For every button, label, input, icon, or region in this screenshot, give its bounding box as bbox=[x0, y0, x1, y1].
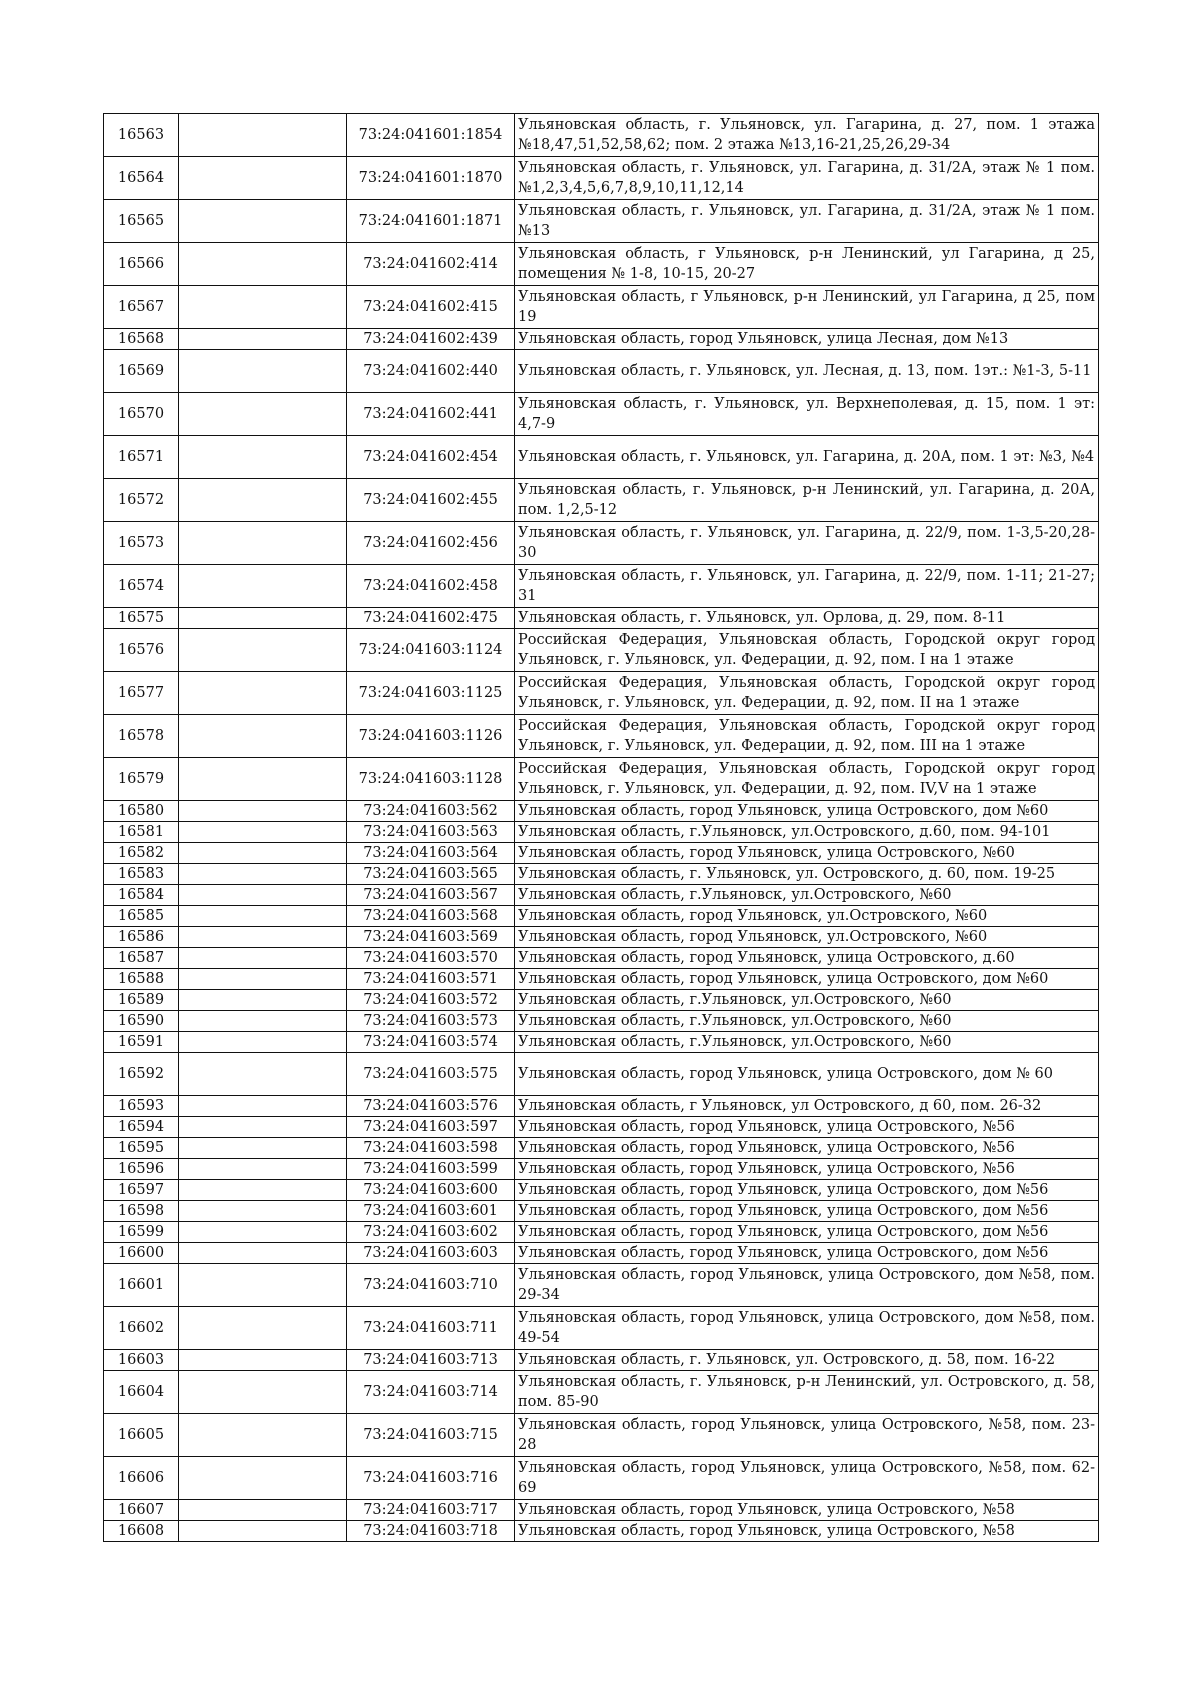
table-row bbox=[104, 1222, 1099, 1243]
cadastral-number-cell: 73:24:041603:718 bbox=[347, 1521, 515, 1542]
table-row bbox=[104, 822, 1099, 843]
empty-cell bbox=[179, 565, 347, 608]
empty-cell bbox=[179, 864, 347, 885]
empty-cell bbox=[179, 157, 347, 200]
row-number-cell: 16566 bbox=[104, 243, 179, 286]
table-row bbox=[104, 1457, 1099, 1500]
empty-cell bbox=[179, 843, 347, 864]
cadastral-number-cell: 73:24:041603:574 bbox=[347, 1032, 515, 1053]
empty-cell bbox=[179, 969, 347, 990]
cadastral-number-cell: 73:24:041603:1124 bbox=[347, 629, 515, 672]
cadastral-number-cell: 73:24:041603:714 bbox=[347, 1371, 515, 1414]
table-row bbox=[104, 479, 1099, 522]
row-number-cell: 16578 bbox=[104, 715, 179, 758]
row-number-cell: 16589 bbox=[104, 990, 179, 1011]
row-number-cell: 16587 bbox=[104, 948, 179, 969]
table-row bbox=[104, 969, 1099, 990]
empty-cell bbox=[179, 1264, 347, 1307]
table-row bbox=[104, 350, 1099, 393]
table-row bbox=[104, 990, 1099, 1011]
empty-cell bbox=[179, 1414, 347, 1457]
address-cell: Ульяновская область, город Ульяновск, улица Островского, дом №56 bbox=[515, 1243, 1099, 1264]
cadastral-number-cell: 73:24:041603:576 bbox=[347, 1096, 515, 1117]
row-number-cell: 16586 bbox=[104, 927, 179, 948]
empty-cell bbox=[179, 1117, 347, 1138]
address-cell: Ульяновская область, г Ульяновск, ул Островского, д 60, пом. 26-32 bbox=[515, 1096, 1099, 1117]
cadastral-number-cell: 73:24:041603:565 bbox=[347, 864, 515, 885]
address-cell: Ульяновская область, г. Ульяновск, ул. Островского, д. 58, пом. 16-22 bbox=[515, 1350, 1099, 1371]
address-cell: Ульяновская область, г. Ульяновск, ул. Гагарина, д. 27, пом. 1 этажа №18,47,51,52,58,62; пом. 2 этажа №13,16-21,25,26,29-34 bbox=[515, 114, 1099, 157]
cadastral-number-cell: 73:24:041603:564 bbox=[347, 843, 515, 864]
address-cell: Ульяновская область, город Ульяновск, улица Островского, дом №58, пом. 49-54 bbox=[515, 1307, 1099, 1350]
address-cell: Ульяновская область, г.Ульяновск, ул.Островского, д.60, пом. 94-101 bbox=[515, 822, 1099, 843]
cadastral-number-cell: 73:24:041602:414 bbox=[347, 243, 515, 286]
cadastral-number-cell: 73:24:041603:573 bbox=[347, 1011, 515, 1032]
address-cell: Ульяновская область, г Ульяновск, р-н Ленинский, ул Гагарина, д 25, пом 19 bbox=[515, 286, 1099, 329]
registry-table-body bbox=[104, 114, 1099, 1542]
cadastral-number-cell: 73:24:041603:600 bbox=[347, 1180, 515, 1201]
table-row bbox=[104, 522, 1099, 565]
table-row bbox=[104, 1180, 1099, 1201]
row-number-cell: 16599 bbox=[104, 1222, 179, 1243]
row-number-cell: 16608 bbox=[104, 1521, 179, 1542]
cadastral-number-cell: 73:24:041603:1126 bbox=[347, 715, 515, 758]
row-number-cell: 16563 bbox=[104, 114, 179, 157]
cadastral-number-cell: 73:24:041603:716 bbox=[347, 1457, 515, 1500]
address-cell: Ульяновская область, г.Ульяновск, ул.Островского, №60 bbox=[515, 990, 1099, 1011]
address-cell: Ульяновская область, город Ульяновск, улица Островского, дом №58, пом. 29-34 bbox=[515, 1264, 1099, 1307]
table-row bbox=[104, 801, 1099, 822]
cadastral-number-cell: 73:24:041601:1870 bbox=[347, 157, 515, 200]
empty-cell bbox=[179, 1350, 347, 1371]
table-row bbox=[104, 1053, 1099, 1096]
empty-cell bbox=[179, 1096, 347, 1117]
row-number-cell: 16596 bbox=[104, 1159, 179, 1180]
row-number-cell: 16585 bbox=[104, 906, 179, 927]
row-number-cell: 16576 bbox=[104, 629, 179, 672]
table-row bbox=[104, 758, 1099, 801]
cadastral-number-cell: 73:24:041603:563 bbox=[347, 822, 515, 843]
table-row bbox=[104, 1011, 1099, 1032]
address-cell: Ульяновская область, город Ульяновск, улица Лесная, дом №13 bbox=[515, 329, 1099, 350]
table-row bbox=[104, 629, 1099, 672]
empty-cell bbox=[179, 1053, 347, 1096]
table-row bbox=[104, 1264, 1099, 1307]
address-cell: Ульяновская область, город Ульяновск, улица Островского, дом №56 bbox=[515, 1201, 1099, 1222]
empty-cell bbox=[179, 393, 347, 436]
table-row bbox=[104, 927, 1099, 948]
empty-cell bbox=[179, 885, 347, 906]
empty-cell bbox=[179, 1243, 347, 1264]
address-cell: Ульяновская область, город Ульяновск, улица Островского, №58, пом. 62-69 bbox=[515, 1457, 1099, 1500]
table-row bbox=[104, 906, 1099, 927]
cadastral-number-cell: 73:24:041602:455 bbox=[347, 479, 515, 522]
row-number-cell: 16574 bbox=[104, 565, 179, 608]
empty-cell bbox=[179, 1500, 347, 1521]
cadastral-number-cell: 73:24:041603:717 bbox=[347, 1500, 515, 1521]
row-number-cell: 16605 bbox=[104, 1414, 179, 1457]
row-number-cell: 16600 bbox=[104, 1243, 179, 1264]
row-number-cell: 16575 bbox=[104, 608, 179, 629]
address-cell: Ульяновская область, г. Ульяновск, ул. Верхнеполевая, д. 15, пом. 1 эт: 4,7-9 bbox=[515, 393, 1099, 436]
table-row bbox=[104, 114, 1099, 157]
address-cell: Ульяновская область, г. Ульяновск, ул. Гагарина, д. 20А, пом. 1 эт: №3, №4 bbox=[515, 436, 1099, 479]
empty-cell bbox=[179, 1138, 347, 1159]
row-number-cell: 16570 bbox=[104, 393, 179, 436]
address-cell: Ульяновская область, город Ульяновск, улица Островского, №56 bbox=[515, 1159, 1099, 1180]
empty-cell bbox=[179, 608, 347, 629]
cadastral-number-cell: 73:24:041603:1128 bbox=[347, 758, 515, 801]
cadastral-number-cell: 73:24:041602:439 bbox=[347, 329, 515, 350]
empty-cell bbox=[179, 286, 347, 329]
table-row bbox=[104, 1117, 1099, 1138]
address-cell: Ульяновская область, г. Ульяновск, р-н Ленинский, ул. Островского, д. 58, пом. 85-90 bbox=[515, 1371, 1099, 1414]
empty-cell bbox=[179, 906, 347, 927]
row-number-cell: 16606 bbox=[104, 1457, 179, 1500]
empty-cell bbox=[179, 350, 347, 393]
address-cell: Ульяновская область, г Ульяновск, р-н Ленинский, ул Гагарина, д 25, помещения № 1-8, 10-15, 20-27 bbox=[515, 243, 1099, 286]
cadastral-number-cell: 73:24:041603:715 bbox=[347, 1414, 515, 1457]
address-cell: Ульяновская область, город Ульяновск, улица Островского, №56 bbox=[515, 1117, 1099, 1138]
table-row bbox=[104, 1096, 1099, 1117]
row-number-cell: 16577 bbox=[104, 672, 179, 715]
address-cell: Ульяновская область, г. Ульяновск, ул. Гагарина, д. 31/2А, этаж № 1 пом. №1,2,3,4,5,6,7,8,9,10,11,12,14 bbox=[515, 157, 1099, 200]
cadastral-number-cell: 73:24:041603:1125 bbox=[347, 672, 515, 715]
address-cell: Ульяновская область, город Ульяновск, улица Островского, дом №56 bbox=[515, 1222, 1099, 1243]
empty-cell bbox=[179, 990, 347, 1011]
empty-cell bbox=[179, 1521, 347, 1542]
table-row bbox=[104, 1500, 1099, 1521]
row-number-cell: 16569 bbox=[104, 350, 179, 393]
cadastral-number-cell: 73:24:041601:1854 bbox=[347, 114, 515, 157]
cadastral-number-cell: 73:24:041603:572 bbox=[347, 990, 515, 1011]
table-row bbox=[104, 393, 1099, 436]
cadastral-number-cell: 73:24:041603:567 bbox=[347, 885, 515, 906]
row-number-cell: 16593 bbox=[104, 1096, 179, 1117]
address-cell: Ульяновская область, город Ульяновск, ул.Островского, №60 bbox=[515, 927, 1099, 948]
cadastral-number-cell: 73:24:041603:597 bbox=[347, 1117, 515, 1138]
empty-cell bbox=[179, 114, 347, 157]
cadastral-number-cell: 73:24:041603:598 bbox=[347, 1138, 515, 1159]
address-cell: Российская Федерация, Ульяновская область, Городской округ город Ульяновск, г. Ульяновск, ул. Федерации, д. 92, пом. II на 1 этаже bbox=[515, 672, 1099, 715]
table-row bbox=[104, 1159, 1099, 1180]
empty-cell bbox=[179, 436, 347, 479]
row-number-cell: 16598 bbox=[104, 1201, 179, 1222]
empty-cell bbox=[179, 243, 347, 286]
row-number-cell: 16583 bbox=[104, 864, 179, 885]
table-row bbox=[104, 885, 1099, 906]
empty-cell bbox=[179, 822, 347, 843]
address-cell: Российская Федерация, Ульяновская область, Городской округ город Ульяновск, г. Ульяновск, ул. Федерации, д. 92, пом. I на 1 этаже bbox=[515, 629, 1099, 672]
address-cell: Ульяновская область, город Ульяновск, улица Островского, №58 bbox=[515, 1500, 1099, 1521]
row-number-cell: 16582 bbox=[104, 843, 179, 864]
address-cell: Ульяновская область, город Ульяновск, улица Островского, №56 bbox=[515, 1138, 1099, 1159]
cadastral-number-cell: 73:24:041603:713 bbox=[347, 1350, 515, 1371]
row-number-cell: 16602 bbox=[104, 1307, 179, 1350]
row-number-cell: 16565 bbox=[104, 200, 179, 243]
address-cell: Ульяновская область, г. Ульяновск, ул. Гагарина, д. 22/9, пом. 1-3,5-20,28-30 bbox=[515, 522, 1099, 565]
cadastral-number-cell: 73:24:041603:570 bbox=[347, 948, 515, 969]
cadastral-number-cell: 73:24:041602:440 bbox=[347, 350, 515, 393]
table-row bbox=[104, 715, 1099, 758]
empty-cell bbox=[179, 1032, 347, 1053]
empty-cell bbox=[179, 329, 347, 350]
table-row bbox=[104, 1243, 1099, 1264]
empty-cell bbox=[179, 1371, 347, 1414]
cadastral-number-cell: 73:24:041603:602 bbox=[347, 1222, 515, 1243]
empty-cell bbox=[179, 1011, 347, 1032]
empty-cell bbox=[179, 1180, 347, 1201]
address-cell: Ульяновская область, г.Ульяновск, ул.Островского, №60 bbox=[515, 885, 1099, 906]
cadastral-number-cell: 73:24:041602:441 bbox=[347, 393, 515, 436]
address-cell: Ульяновская область, город Ульяновск, улица Островского, дом №60 bbox=[515, 801, 1099, 822]
table-row bbox=[104, 286, 1099, 329]
row-number-cell: 16581 bbox=[104, 822, 179, 843]
empty-cell bbox=[179, 1307, 347, 1350]
table-row bbox=[104, 1350, 1099, 1371]
registry-table bbox=[103, 113, 1099, 1542]
empty-cell bbox=[179, 522, 347, 565]
cadastral-number-cell: 73:24:041602:454 bbox=[347, 436, 515, 479]
table-row bbox=[104, 329, 1099, 350]
empty-cell bbox=[179, 479, 347, 522]
table-row bbox=[104, 1521, 1099, 1542]
empty-cell bbox=[179, 758, 347, 801]
table-row bbox=[104, 1201, 1099, 1222]
table-row bbox=[104, 948, 1099, 969]
address-cell: Ульяновская область, город Ульяновск, улица Островского, дом № 60 bbox=[515, 1053, 1099, 1096]
cadastral-number-cell: 73:24:041602:458 bbox=[347, 565, 515, 608]
address-cell: Ульяновская область, г. Ульяновск, ул. Островского, д. 60, пом. 19-25 bbox=[515, 864, 1099, 885]
address-cell: Ульяновская область, г.Ульяновск, ул.Островского, №60 bbox=[515, 1032, 1099, 1053]
address-cell: Ульяновская область, г.Ульяновск, ул.Островского, №60 bbox=[515, 1011, 1099, 1032]
cadastral-number-cell: 73:24:041603:575 bbox=[347, 1053, 515, 1096]
row-number-cell: 16603 bbox=[104, 1350, 179, 1371]
address-cell: Ульяновская область, г. Ульяновск, р-н Ленинский, ул. Гагарина, д. 20А, пом. 1,2,5-12 bbox=[515, 479, 1099, 522]
table-row bbox=[104, 436, 1099, 479]
table-row bbox=[104, 1371, 1099, 1414]
empty-cell bbox=[179, 715, 347, 758]
table-row bbox=[104, 1032, 1099, 1053]
empty-cell bbox=[179, 1222, 347, 1243]
empty-cell bbox=[179, 672, 347, 715]
row-number-cell: 16594 bbox=[104, 1117, 179, 1138]
address-cell: Ульяновская область, г. Ульяновск, ул. Лесная, д. 13, пом. 1эт.: №1-3, 5-11 bbox=[515, 350, 1099, 393]
row-number-cell: 16584 bbox=[104, 885, 179, 906]
row-number-cell: 16564 bbox=[104, 157, 179, 200]
address-cell: Ульяновская область, город Ульяновск, улица Островского, дом №60 bbox=[515, 969, 1099, 990]
address-cell: Ульяновская область, г. Ульяновск, ул. Гагарина, д. 22/9, пом. 1-11; 21-27; 31 bbox=[515, 565, 1099, 608]
empty-cell bbox=[179, 200, 347, 243]
address-cell: Ульяновская область, город Ульяновск, улица Островского, №58 bbox=[515, 1521, 1099, 1542]
row-number-cell: 16572 bbox=[104, 479, 179, 522]
table-row bbox=[104, 864, 1099, 885]
row-number-cell: 16607 bbox=[104, 1500, 179, 1521]
empty-cell bbox=[179, 629, 347, 672]
cadastral-number-cell: 73:24:041603:571 bbox=[347, 969, 515, 990]
address-cell: Ульяновская область, город Ульяновск, улица Островского, д.60 bbox=[515, 948, 1099, 969]
empty-cell bbox=[179, 1159, 347, 1180]
cadastral-number-cell: 73:24:041601:1871 bbox=[347, 200, 515, 243]
empty-cell bbox=[179, 948, 347, 969]
address-cell: Ульяновская область, г. Ульяновск, ул. Орлова, д. 29, пом. 8-11 bbox=[515, 608, 1099, 629]
empty-cell bbox=[179, 927, 347, 948]
row-number-cell: 16567 bbox=[104, 286, 179, 329]
empty-cell bbox=[179, 1201, 347, 1222]
cadastral-number-cell: 73:24:041603:562 bbox=[347, 801, 515, 822]
table-row bbox=[104, 157, 1099, 200]
address-cell: Российская Федерация, Ульяновская область, Городской округ город Ульяновск, г. Ульяновск, ул. Федерации, д. 92, пом. IV,V на 1 этаже bbox=[515, 758, 1099, 801]
table-row bbox=[104, 565, 1099, 608]
row-number-cell: 16597 bbox=[104, 1180, 179, 1201]
table-row bbox=[104, 843, 1099, 864]
row-number-cell: 16595 bbox=[104, 1138, 179, 1159]
table-row bbox=[104, 1307, 1099, 1350]
row-number-cell: 16590 bbox=[104, 1011, 179, 1032]
row-number-cell: 16588 bbox=[104, 969, 179, 990]
address-cell: Российская Федерация, Ульяновская область, Городской округ город Ульяновск, г. Ульяновск, ул. Федерации, д. 92, пом. III на 1 этаже bbox=[515, 715, 1099, 758]
row-number-cell: 16579 bbox=[104, 758, 179, 801]
table-row bbox=[104, 243, 1099, 286]
cadastral-number-cell: 73:24:041602:475 bbox=[347, 608, 515, 629]
table-row bbox=[104, 200, 1099, 243]
cadastral-number-cell: 73:24:041603:601 bbox=[347, 1201, 515, 1222]
row-number-cell: 16592 bbox=[104, 1053, 179, 1096]
row-number-cell: 16580 bbox=[104, 801, 179, 822]
address-cell: Ульяновская область, город Ульяновск, ул.Островского, №60 bbox=[515, 906, 1099, 927]
cadastral-number-cell: 73:24:041603:599 bbox=[347, 1159, 515, 1180]
row-number-cell: 16591 bbox=[104, 1032, 179, 1053]
row-number-cell: 16573 bbox=[104, 522, 179, 565]
address-cell: Ульяновская область, город Ульяновск, улица Островского, дом №56 bbox=[515, 1180, 1099, 1201]
empty-cell bbox=[179, 801, 347, 822]
table-row bbox=[104, 672, 1099, 715]
empty-cell bbox=[179, 1457, 347, 1500]
table-row bbox=[104, 1138, 1099, 1159]
row-number-cell: 16571 bbox=[104, 436, 179, 479]
cadastral-number-cell: 73:24:041603:568 bbox=[347, 906, 515, 927]
cadastral-number-cell: 73:24:041603:569 bbox=[347, 927, 515, 948]
row-number-cell: 16601 bbox=[104, 1264, 179, 1307]
cadastral-number-cell: 73:24:041603:710 bbox=[347, 1264, 515, 1307]
cadastral-number-cell: 73:24:041603:603 bbox=[347, 1243, 515, 1264]
address-cell: Ульяновская область, г. Ульяновск, ул. Гагарина, д. 31/2А, этаж № 1 пом. №13 bbox=[515, 200, 1099, 243]
table-row bbox=[104, 1414, 1099, 1457]
address-cell: Ульяновская область, город Ульяновск, улица Островского, №60 bbox=[515, 843, 1099, 864]
row-number-cell: 16604 bbox=[104, 1371, 179, 1414]
cadastral-number-cell: 73:24:041602:415 bbox=[347, 286, 515, 329]
address-cell: Ульяновская область, город Ульяновск, улица Островского, №58, пом. 23-28 bbox=[515, 1414, 1099, 1457]
cadastral-number-cell: 73:24:041603:711 bbox=[347, 1307, 515, 1350]
table-row bbox=[104, 608, 1099, 629]
cadastral-number-cell: 73:24:041602:456 bbox=[347, 522, 515, 565]
row-number-cell: 16568 bbox=[104, 329, 179, 350]
